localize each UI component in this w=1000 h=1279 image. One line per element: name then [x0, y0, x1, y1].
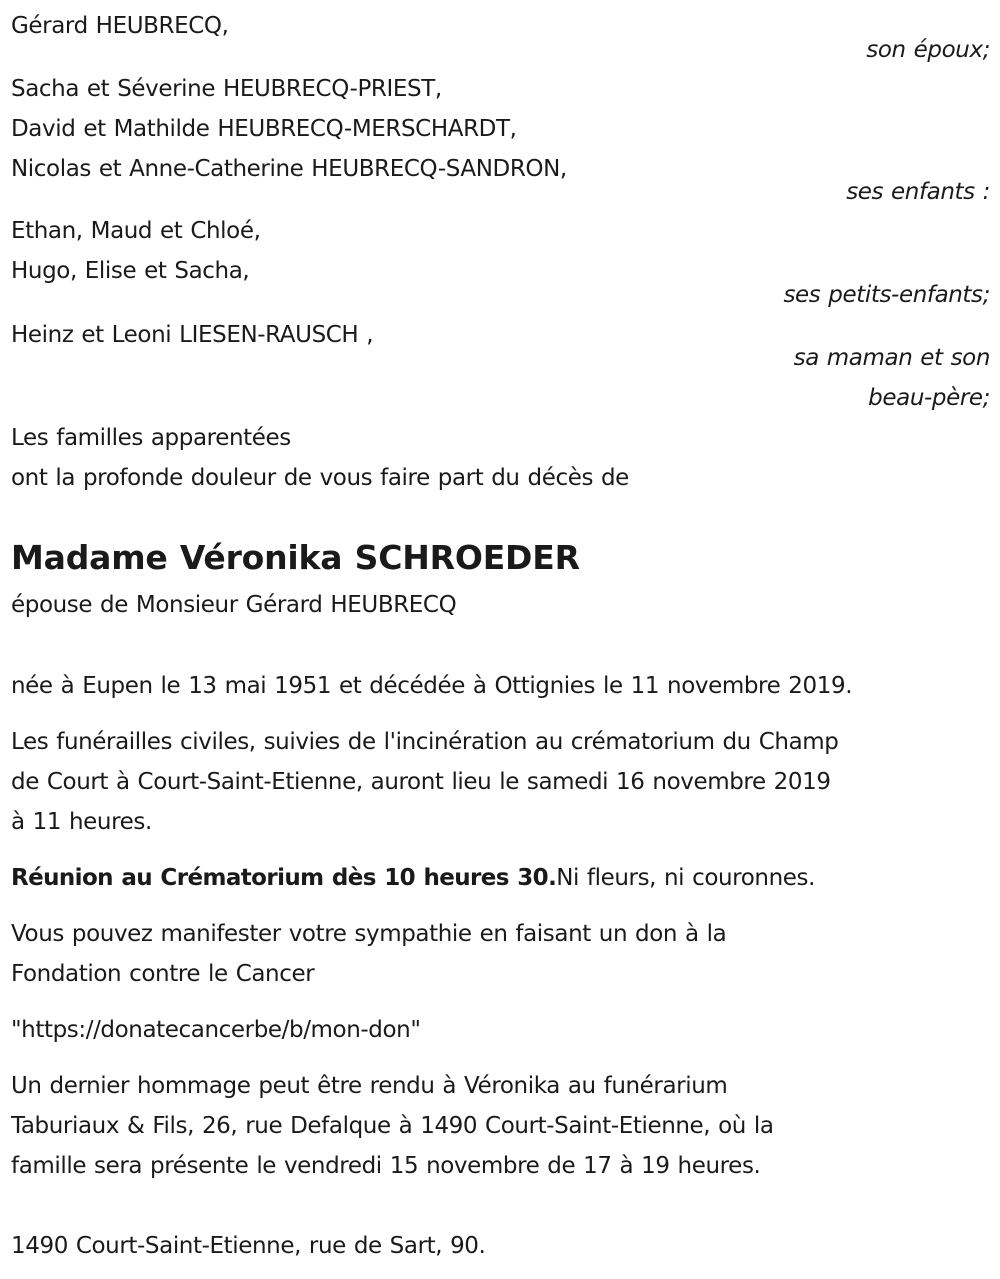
family-grandchildren-2: Hugo, Elise et Sacha, [11, 258, 250, 284]
family-child-2: David et Mathilde HEUBRECQ-MERSCHARDT, [11, 116, 517, 142]
donation-line-2: Fondation contre le Cancer [11, 961, 315, 987]
family-child-3: Nicolas et Anne-Catherine HEUBRECQ-SANDRON, [11, 156, 567, 182]
family-grandchildren-1: Ethan, Maud et Chloé, [11, 218, 261, 244]
funeral-line-3: à 11 heures. [11, 809, 152, 835]
funeral-line-2: de Court à Court-Saint-Etienne, auront lieu le samedi 16 novembre 2019 [11, 769, 831, 795]
tribute-line-1: Un dernier hommage peut être rendu à Véronika au funérarium [11, 1073, 728, 1099]
funeral-line-1: Les funérailles civiles, suivies de l'incinération au crématorium du Champ [11, 729, 839, 755]
relation-spouse: son époux; [866, 37, 990, 63]
family-child-1: Sacha et Séverine HEUBRECQ-PRIEST, [11, 76, 442, 102]
relation-grandchildren: ses petits-enfants; [783, 282, 990, 308]
donation-url[interactable]: "https://donatecancerbe/b/mon-don" [11, 1017, 421, 1043]
donation-line-1: Vous pouvez manifester votre sympathie en faisant un don à la [11, 921, 727, 947]
family-mother: Heinz et Leoni LIESEN-RAUSCH , [11, 322, 374, 348]
meeting-bold: Réunion au Crématorium dès 10 heures 30. [11, 865, 557, 891]
deceased-spouse-line: épouse de Monsieur Gérard HEUBRECQ [11, 592, 457, 618]
announcement-line-1: Les familles apparentées [11, 425, 291, 451]
relation-children: ses enfants : [846, 179, 990, 205]
birth-death-line: née à Eupen le 13 mai 1951 et décédée à Ottignies le 11 novembre 2019. [11, 673, 853, 699]
meeting-line [11, 863, 815, 893]
deceased-name: Madame Véronika SCHROEDER [11, 538, 580, 577]
tribute-line-2: Taburiaux & Fils, 26, rue Defalque à 1490 Court-Saint-Etienne, où la [11, 1113, 774, 1139]
relation-mother-2: beau-père; [868, 385, 990, 411]
announcement-line-2: ont la profonde douleur de vous faire part du décès de [11, 465, 629, 491]
relation-mother-1: sa maman et son [793, 345, 990, 371]
meeting-rest: Ni fleurs, ni couronnes. [556, 865, 815, 891]
tribute-line-3: famille sera présente le vendredi 15 novembre de 17 à 19 heures. [11, 1153, 761, 1179]
home-address: 1490 Court-Saint-Etienne, rue de Sart, 90. [11, 1233, 486, 1259]
family-spouse-name: Gérard HEUBRECQ, [11, 13, 229, 39]
